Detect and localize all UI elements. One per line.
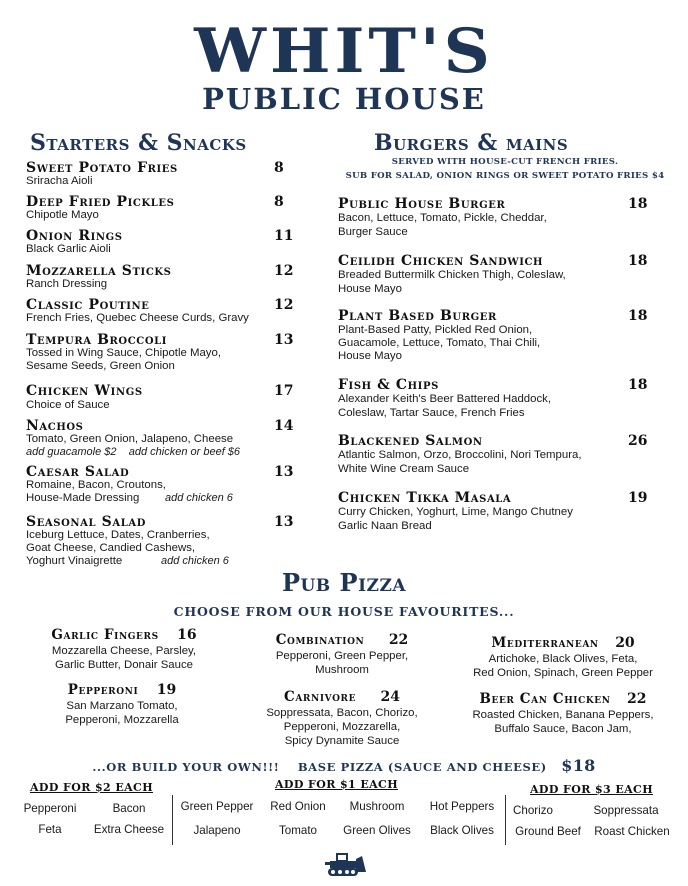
pizza-subtitle: CHOOSE FROM OUR HOUSE FAVOURITES... [173, 604, 515, 619]
starter-price: 13 [274, 332, 294, 348]
main-desc: Garlic Naan Bread [338, 520, 432, 532]
topping-item: Pepperoni [23, 802, 77, 815]
pizza-desc: Pepperoni, Mozzarella [65, 714, 179, 726]
main-desc: Bacon, Lettuce, Tomato, Pickle, Cheddar, [338, 212, 547, 224]
pizza-item [232, 631, 452, 677]
topping-item: Green Pepper [180, 800, 254, 813]
main-desc: Plant-Based Patty, Pickled Red Onion, [338, 324, 533, 336]
starter-desc: Ranch Dressing [26, 278, 108, 290]
main-name: Fish & Chips [338, 377, 439, 393]
build-your-own [0, 756, 688, 776]
mains-note-sub: SUB FOR SALAD, ONION RINGS OR SWEET POTATO FRIES $4 [345, 171, 665, 181]
starter-desc: Sesame Seeds, Green Onion [26, 360, 175, 372]
starter-addon: add chicken 6 [165, 492, 233, 504]
main-desc: Coleslaw, Tartar Sauce, French Fries [338, 407, 525, 419]
main-desc: Alexander Keith's Beer Battered Haddock, [338, 393, 552, 405]
main-name: Public House Burger [338, 196, 506, 212]
main-desc: Guacamole, Lettuce, Tomato, Thai Chili, [338, 337, 541, 349]
main-price: 18 [628, 196, 648, 212]
starter-addon: add chicken 6 [161, 555, 229, 567]
main-price: 18 [628, 308, 648, 324]
topping-item: Mushroom [349, 800, 405, 813]
main-price: 19 [628, 490, 648, 506]
topping-item: Soppressata [593, 804, 659, 817]
starter-desc: French Fries, Quebec Cheese Curds, Gravy [26, 312, 249, 324]
starter-desc: Yoghurt Vinaigrette [26, 555, 123, 567]
main-name: Blackened Salmon [338, 433, 483, 449]
main-name: Ceilidh Chicken Sandwich [338, 253, 544, 269]
pizza-price: 16 [177, 627, 197, 643]
pizza-name: Garlic Fingers [51, 627, 159, 643]
main-price: 18 [628, 377, 648, 393]
starter-price: 12 [274, 263, 294, 279]
starter-name: Seasonal Salad [26, 514, 146, 530]
starter-desc: Black Garlic Aioli [26, 243, 111, 255]
toppings-two-head: ADD FOR $2 EACH [30, 781, 154, 794]
topping-item: Roast Chicken [594, 825, 670, 838]
pizza-name: Mediterranean [491, 635, 599, 651]
pizza-desc: Soppressata, Bacon, Chorizo, [266, 707, 418, 719]
pizza-desc: Red Onion, Spinach, Green Pepper [473, 667, 653, 679]
main-desc: Breaded Buttermilk Chicken Thigh, Coleslaw, [338, 269, 566, 281]
starter-desc: Goat Cheese, Candied Cashews, [26, 542, 196, 554]
starter-desc: Sriracha Aioli [26, 175, 93, 187]
pizza-item [448, 690, 678, 736]
main-price: 18 [628, 253, 648, 269]
topping-item: Red Onion [270, 800, 326, 813]
topping-item: Black Olives [430, 824, 494, 837]
starter-price: 17 [274, 383, 294, 399]
main-desc: Atlantic Salmon, Orzo, Broccolini, Nori Tempura, [338, 449, 582, 461]
pizza-desc: Spicy Dynamite Sauce [284, 735, 400, 747]
toppings-three-head: ADD FOR $3 EACH [530, 783, 654, 796]
divider [172, 795, 173, 845]
pizza-name: Pepperoni [67, 682, 139, 698]
starter-price: 14 [274, 418, 294, 434]
topping-item: Jalapeno [193, 824, 241, 837]
starter-price: 8 [274, 194, 284, 210]
starter-desc: Iceburg Lettuce, Dates, Cranberries, [26, 529, 210, 541]
main-desc: Burger Sauce [338, 226, 408, 238]
pizza-desc: Mozzarella Cheese, Parsley, [51, 645, 197, 657]
pizza-name: Beer Can Chicken [479, 691, 611, 707]
starter-desc: Tossed in Wing Sauce, Chipotle Mayo, [26, 347, 222, 359]
main-desc: House Mayo [338, 350, 402, 362]
pizza-item [232, 688, 452, 748]
main-name: Chicken Tikka Masala [338, 490, 512, 506]
main-price: 26 [628, 433, 648, 449]
pizza-desc: Mushroom [315, 664, 369, 676]
build-lead: ...OR BUILD YOUR OWN!!! [92, 760, 280, 774]
starter-name: Nachos [26, 418, 84, 434]
starter-price: 8 [274, 160, 284, 176]
pizza-title: Pub Pizza [281, 568, 407, 597]
main-desc: House Mayo [338, 283, 402, 295]
starter-name: Classic Poutine [26, 297, 150, 313]
starter-price: 12 [274, 297, 294, 313]
pizza-desc: San Marzano Tomato, [66, 700, 178, 712]
mains-title: Burgers & mains [374, 130, 569, 156]
pizza-desc: Pepperoni, Mozzarella, [283, 721, 401, 733]
restaurant-subtitle: PUBLIC HOUSE [202, 82, 486, 116]
starter-desc: Chipotle Mayo [26, 209, 99, 221]
starter-name: Onion Rings [26, 228, 123, 244]
pizza-desc: Artichoke, Black Olives, Feta, [488, 653, 638, 665]
topping-item: Extra Cheese [93, 823, 165, 836]
starter-desc: Romaine, Bacon, Croutons, [26, 479, 166, 491]
pizza-desc: Garlic Butter, Donair Sauce [54, 659, 194, 671]
pizza-desc: Buffalo Sauce, Bacon Jam, [494, 723, 632, 735]
main-name: Plant Based Burger [338, 308, 497, 324]
starter-desc: House-Made Dressing [26, 492, 140, 504]
pizza-price: 20 [615, 635, 635, 651]
starter-name: Tempura Broccoli [26, 332, 168, 348]
starter-name: Mozzarella Sticks [26, 263, 172, 279]
pizza-price: 24 [380, 689, 400, 705]
starter-desc: Tomato, Green Onion, Jalapeno, Cheese [26, 433, 234, 445]
starter-name: Chicken Wings [26, 383, 143, 399]
topping-item: Bacon [112, 802, 146, 815]
main-desc: White Wine Cream Sauce [338, 463, 470, 475]
pizza-price: 22 [627, 691, 647, 707]
build-base: BASE PIZZA (SAUCE AND CHEESE) [297, 760, 547, 774]
divider [505, 795, 506, 845]
bulldozer-icon [322, 850, 368, 878]
pizza-desc: Pepperoni, Green Pepper, [275, 650, 409, 662]
topping-item: Green Olives [343, 824, 411, 837]
mains-note-fries: SERVED WITH HOUSE-CUT FRENCH FRIES. [391, 157, 619, 167]
build-price: $18 [561, 756, 596, 775]
topping-item: Chorizo [513, 804, 553, 817]
topping-item: Tomato [278, 824, 318, 837]
starter-price: 13 [274, 464, 294, 480]
starter-desc: Choice of Sauce [26, 399, 110, 411]
toppings-one-head: ADD FOR $1 EACH [275, 778, 399, 791]
starter-name: Deep Fried Pickles [26, 194, 175, 210]
starter-price: 13 [274, 514, 294, 530]
starter-price: 11 [274, 228, 294, 244]
pizza-item [448, 634, 678, 680]
pizza-desc: Roasted Chicken, Banana Peppers, [472, 709, 654, 721]
topping-item: Ground Beef [515, 825, 581, 838]
restaurant-name: WHIT'S [194, 15, 494, 88]
main-desc: Curry Chicken, Yoghurt, Lime, Mango Chutney [338, 506, 573, 518]
topping-item: Feta [38, 823, 62, 836]
pizza-item [14, 626, 234, 672]
starter-name: Caesar Salad [26, 464, 130, 480]
pizza-name: Carnivore [284, 689, 357, 705]
starter-addon: add guacamole $2 add chicken or beef $6 [26, 446, 241, 458]
starter-name: Sweet Potato Fries [26, 160, 178, 176]
starters-title: Starters & Snacks [30, 130, 247, 156]
pizza-price: 19 [156, 682, 177, 698]
pizza-item [12, 681, 232, 727]
pizza-name: Combination [275, 632, 365, 648]
topping-item: Hot Peppers [429, 800, 495, 813]
pizza-price: 22 [388, 632, 409, 648]
